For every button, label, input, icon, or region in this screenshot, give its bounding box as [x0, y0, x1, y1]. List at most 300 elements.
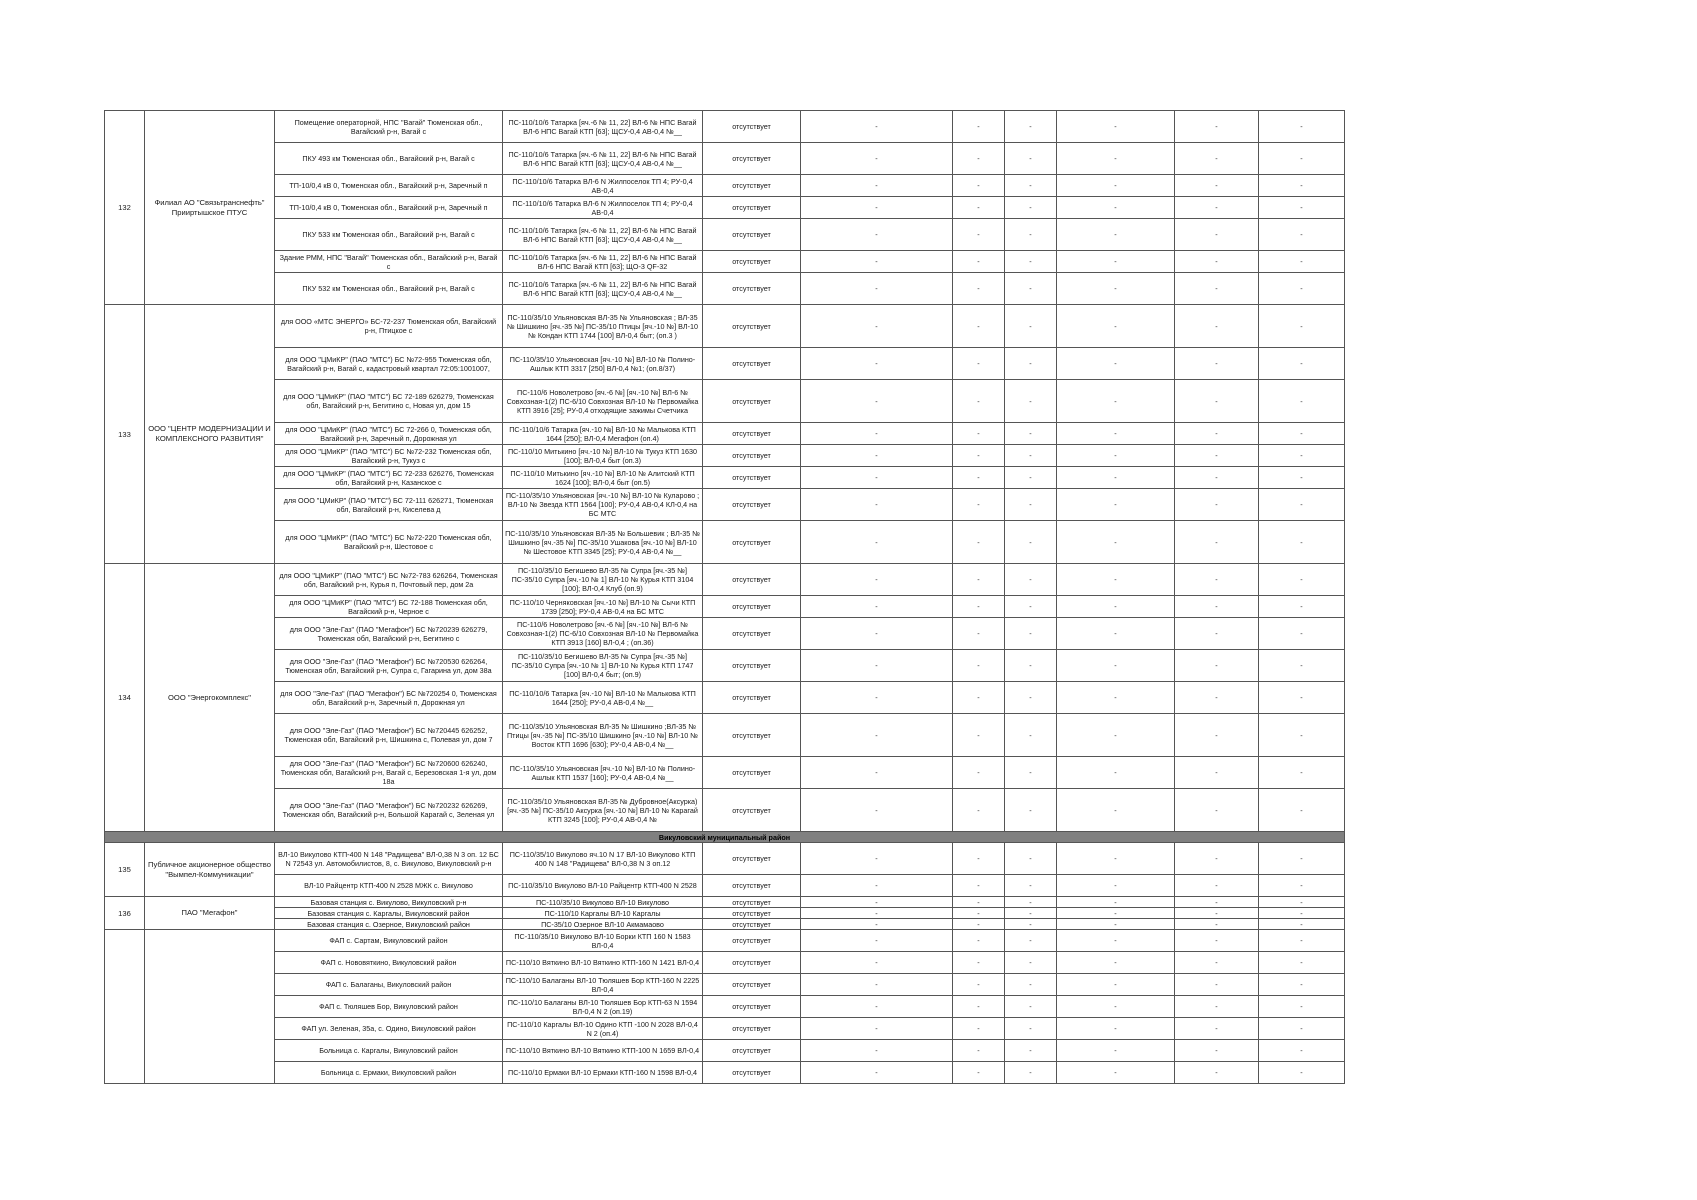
dash-cell: -	[953, 305, 1005, 348]
dash-cell: -	[1005, 521, 1057, 564]
dash-cell: -	[801, 952, 953, 974]
table-row	[105, 714, 1345, 757]
dash-cell: -	[1057, 843, 1175, 875]
object-cell: для ООО "ЦМиКР" (ПАО "МТС") БС 72-266 0, Тюменская обл, Вагайский р-н, Заречный п, Дорожная ул	[275, 423, 503, 445]
dash-cell: -	[1259, 875, 1345, 897]
connection-point-cell: ПС-110/35/10 Ульяновская ВЛ-35 № Большевик ; ВЛ-35 № Шишкино [яч.-35 №] ПС-35/10 Ушакова [яч.-10 №] ВЛ-10 № Шестовое КТП 3345 [25]; РУ-0,4 АВ-0,4 №__	[503, 521, 703, 564]
dash-cell: -	[1005, 682, 1057, 714]
dash-cell: -	[1259, 175, 1345, 197]
dash-cell: -	[1057, 875, 1175, 897]
dash-cell: -	[1005, 251, 1057, 273]
status-cell: отсутствует	[703, 467, 801, 489]
connection-point-cell: ПС-110/10 Каргалы ВЛ-10 Одино КТП -100 N 2028 ВЛ-0,4 N 2 (оп.4)	[503, 1018, 703, 1040]
dash-cell: -	[953, 930, 1005, 952]
connection-point-cell: ПС-110/10/6 Татарка [яч.-10 №] ВЛ-10 № Малькова КТП 1644 [250]; ВЛ-0,4 Мегафон (оп.4)	[503, 423, 703, 445]
table-row	[105, 952, 1345, 974]
connection-point-cell: ПС-110/10 Вяткино ВЛ-10 Вяткино КТП-160 N 1421 ВЛ-0,4	[503, 952, 703, 974]
dash-cell: -	[1175, 564, 1259, 596]
dash-cell: -	[1259, 251, 1345, 273]
dash-cell: -	[1259, 521, 1345, 564]
dash-cell: -	[1057, 467, 1175, 489]
object-cell: для ООО "Эле-Газ" (ПАО "Мегафон") БС №720232 626269, Тюменская обл, Вагайский р-н, Большой Карагай с, Зеленая ул	[275, 789, 503, 832]
organization-name: Филиал АО "Связьтранснефть" Прииртышское ПТУС	[145, 111, 275, 305]
dash-cell: -	[1259, 908, 1345, 919]
dash-cell: -	[953, 489, 1005, 521]
dash-cell: -	[953, 618, 1005, 650]
dash-cell: -	[953, 445, 1005, 467]
dash-cell: -	[1259, 1018, 1345, 1040]
dash-cell: -	[953, 952, 1005, 974]
dash-cell: -	[953, 219, 1005, 251]
dash-cell: -	[1005, 175, 1057, 197]
dash-cell: -	[1005, 875, 1057, 897]
dash-cell: -	[801, 489, 953, 521]
dash-cell: -	[953, 996, 1005, 1018]
group-number: 132	[105, 111, 145, 305]
dash-cell: -	[1175, 757, 1259, 789]
dash-cell: -	[953, 564, 1005, 596]
dash-cell: -	[1005, 467, 1057, 489]
object-cell: ФАП с. Сартам, Викуловский район	[275, 930, 503, 952]
table-row	[105, 564, 1345, 596]
dash-cell: -	[953, 596, 1005, 618]
connection-point-cell: ПС-110/10/6 Татарка [яч.-6 № 11, 22] ВЛ-6 № НПС Вагай ВЛ-6 НПС Вагай КТП [63]; ЩСУ-0,4 АВ-0,4 №__	[503, 273, 703, 305]
group-number: 134	[105, 564, 145, 832]
dash-cell: -	[1057, 143, 1175, 175]
dash-cell: -	[1005, 273, 1057, 305]
dash-cell: -	[1057, 682, 1175, 714]
dash-cell: -	[953, 875, 1005, 897]
object-cell: для ООО "Эле-Газ" (ПАО "Мегафон") БС №720530 626264, Тюменская обл, Вагайский р-н, Супра с, Гагарина ул, дом 38а	[275, 650, 503, 682]
organization-name: ООО "Энергокомплекс"	[145, 564, 275, 832]
dash-cell: -	[1005, 489, 1057, 521]
group-number: 133	[105, 305, 145, 564]
dash-cell: -	[1175, 219, 1259, 251]
dash-cell: -	[1175, 489, 1259, 521]
group-number: 135	[105, 843, 145, 897]
dash-cell: -	[953, 273, 1005, 305]
dash-cell: -	[801, 1018, 953, 1040]
dash-cell: -	[1175, 423, 1259, 445]
dash-cell: -	[953, 1018, 1005, 1040]
status-cell: отсутствует	[703, 197, 801, 219]
dash-cell: -	[1005, 445, 1057, 467]
dash-cell: -	[1175, 305, 1259, 348]
connection-point-cell: ПС-35/10 Озерное ВЛ-10 Акмамаово	[503, 919, 703, 930]
status-cell: отсутствует	[703, 380, 801, 423]
status-cell: отсутствует	[703, 219, 801, 251]
object-cell: для ООО "ЦМиКР" (ПАО "МТС") БС 72-233 626276, Тюменская обл, Вагайский р-н, Казанское с	[275, 467, 503, 489]
dash-cell: -	[1259, 305, 1345, 348]
dash-cell: -	[801, 380, 953, 423]
connection-point-cell: ПС-110/35/10 Бегишево ВЛ-35 № Супра [яч.-35 №] ПС-35/10 Супра [яч.-10 № 1] ВЛ-10 № Курья КТП 3104 [100]; ВЛ-0,4 Клуб (оп.9)	[503, 564, 703, 596]
dash-cell: -	[1175, 919, 1259, 930]
table-row	[105, 219, 1345, 251]
object-cell: ФАП с. Нововяткино, Викуловский район	[275, 952, 503, 974]
object-cell: ФАП с. Тюляшев Бор, Викуловский район	[275, 996, 503, 1018]
status-cell: отсутствует	[703, 175, 801, 197]
table-row	[105, 197, 1345, 219]
dash-cell: -	[953, 380, 1005, 423]
dash-cell: -	[1175, 197, 1259, 219]
dash-cell: -	[1057, 273, 1175, 305]
status-cell: отсутствует	[703, 650, 801, 682]
dash-cell: -	[1175, 714, 1259, 757]
dash-cell: -	[1057, 521, 1175, 564]
dash-cell: -	[1259, 650, 1345, 682]
connection-point-cell: ПС-110/35/10 Ульяновская [яч.-10 №] ВЛ-10 № Полино-Ашлык КТП 1537 [160]; РУ-0,4 АВ-0,4 №__	[503, 757, 703, 789]
dash-cell: -	[1005, 919, 1057, 930]
dash-cell: -	[1259, 757, 1345, 789]
dash-cell: -	[801, 974, 953, 996]
table-row	[105, 757, 1345, 789]
connection-point-cell: ПС-110/35/10 Викулово ВЛ-10 Борки КТП 160 N 1583 ВЛ-0,4	[503, 930, 703, 952]
dash-cell: -	[1057, 175, 1175, 197]
table-row	[105, 251, 1345, 273]
dash-cell: -	[1175, 380, 1259, 423]
dash-cell: -	[1175, 273, 1259, 305]
dash-cell: -	[1175, 682, 1259, 714]
connection-point-cell: ПС-110/35/10 Ульяновская ВЛ-35 № Ульяновская ; ВЛ-35 № Шишкино [яч.-35 №] ПС-35/10 Птицы [яч.-10 №] ВЛ-10 № Кондан КТП 1744 [100] ВЛ-0,4 быт; (оп.3 )	[503, 305, 703, 348]
status-cell: отсутствует	[703, 682, 801, 714]
dash-cell: -	[1005, 930, 1057, 952]
dash-cell: -	[801, 596, 953, 618]
object-cell: ФАП с. Балаганы, Викуловский район	[275, 974, 503, 996]
dash-cell: -	[953, 251, 1005, 273]
dash-cell: -	[1057, 930, 1175, 952]
dash-cell: -	[1005, 564, 1057, 596]
dash-cell: -	[801, 111, 953, 143]
status-cell: отсутствует	[703, 974, 801, 996]
dash-cell: -	[953, 843, 1005, 875]
dash-cell: -	[1175, 521, 1259, 564]
object-cell: Базовая станция с. Викулово, Викуловский р-н	[275, 897, 503, 908]
dash-cell: -	[801, 843, 953, 875]
table-row	[105, 348, 1345, 380]
dash-cell: -	[1259, 219, 1345, 251]
dash-cell: -	[953, 1062, 1005, 1084]
dash-cell: -	[1175, 650, 1259, 682]
table-row	[105, 1040, 1345, 1062]
dash-cell: -	[1005, 757, 1057, 789]
status-cell: отсутствует	[703, 305, 801, 348]
table-row	[105, 273, 1345, 305]
status-cell: отсутствует	[703, 564, 801, 596]
status-cell: отсутствует	[703, 897, 801, 908]
dash-cell: -	[1175, 1062, 1259, 1084]
dash-cell: -	[1259, 348, 1345, 380]
dash-cell: -	[1259, 682, 1345, 714]
dash-cell: -	[1005, 897, 1057, 908]
dash-cell: -	[1005, 1018, 1057, 1040]
table-row	[105, 996, 1345, 1018]
dash-cell: -	[1259, 1040, 1345, 1062]
status-cell: отсутствует	[703, 111, 801, 143]
dash-cell: -	[1259, 789, 1345, 832]
dash-cell: -	[1057, 952, 1175, 974]
object-cell: для ООО "Эле-Газ" (ПАО "Мегафон") БС №720600 626240, Тюменская обл, Вагайский р-н, Вагай с, Березовская 1-я ул, дом 18а	[275, 757, 503, 789]
object-cell: ПКУ 493 км Тюменская обл., Вагайский р-н, Вагай с	[275, 143, 503, 175]
table-row	[105, 919, 1345, 930]
object-cell: для ООО "ЦМиКР" (ПАО "МТС") БС №72-955 Тюменская обл, Вагайский р-н, Вагай с, кадастровый квартал 72:05:1001007,	[275, 348, 503, 380]
dash-cell: -	[953, 897, 1005, 908]
dash-cell: -	[1175, 348, 1259, 380]
dash-cell: -	[1005, 843, 1057, 875]
dash-cell: -	[953, 111, 1005, 143]
dash-cell: -	[1005, 789, 1057, 832]
status-cell: отсутствует	[703, 618, 801, 650]
connection-point-cell: ПС-110/10 Митькино [яч.-10 №] ВЛ-10 № Алитский КТП 1624 [100]; ВЛ-0,4 быт (оп.5)	[503, 467, 703, 489]
status-cell: отсутствует	[703, 348, 801, 380]
dash-cell: -	[1175, 789, 1259, 832]
group-number: 136	[105, 897, 145, 930]
object-cell: ТП-10/0,4 кВ 0, Тюменская обл., Вагайский р-н, Заречный п	[275, 197, 503, 219]
connection-point-cell: ПС-110/6 Новолетрово [яч.-6 №] [яч.-10 №] ВЛ-6 № Совхозная-1(2) ПС-6/10 Совхозная ВЛ-10 № Первомайка КТП 3916 [25]; РУ-0,4 отходящие зажимы Счетчика	[503, 380, 703, 423]
connection-point-cell: ПС-110/10/6 Татарка [яч.-6 № 11, 22] ВЛ-6 № НПС Вагай ВЛ-6 НПС Вагай КТП [63]; ЩСУ-0,4 АВ-0,4 №__	[503, 111, 703, 143]
table-row	[105, 305, 1345, 348]
table-row	[105, 380, 1345, 423]
dash-cell: -	[1057, 919, 1175, 930]
dash-cell: -	[1175, 467, 1259, 489]
status-cell: отсутствует	[703, 843, 801, 875]
table-row	[105, 897, 1345, 908]
dash-cell: -	[1259, 564, 1345, 596]
dash-cell: -	[1259, 596, 1345, 618]
connection-point-cell: ПС-110/10/6 Татарка [яч.-10 №] ВЛ-10 № Малькова КТП 1644 [250]; РУ-0,4 АВ-0,4 №__	[503, 682, 703, 714]
connection-point-cell: ПС-110/35/10 Ульяновская [яч.-10 №] ВЛ-10 № Полино-Ашлык КТП 3317 [250] ВЛ-0,4 №1; (оп.8/37)	[503, 348, 703, 380]
object-cell: Больница с. Каргалы, Викуловский район	[275, 1040, 503, 1062]
dash-cell: -	[1175, 843, 1259, 875]
dash-cell: -	[1005, 348, 1057, 380]
dash-cell: -	[801, 197, 953, 219]
dash-cell: -	[1175, 875, 1259, 897]
connection-point-cell: ПС-110/10 Балаганы ВЛ-10 Тюляшев Бор КТП-160 N 2225 ВЛ-0,4	[503, 974, 703, 996]
status-cell: отсутствует	[703, 875, 801, 897]
table-row	[105, 682, 1345, 714]
dash-cell: -	[801, 919, 953, 930]
object-cell: для ООО "Эле-Газ" (ПАО "Мегафон") БС №720445 626252, Тюменская обл, Вагайский р-н, Шишкина с, Полевая ул, дом 7	[275, 714, 503, 757]
dash-cell: -	[1175, 175, 1259, 197]
dash-cell: -	[801, 305, 953, 348]
dash-cell: -	[1175, 897, 1259, 908]
table-row	[105, 618, 1345, 650]
dash-cell: -	[1057, 423, 1175, 445]
connection-point-cell: ПС-110/10/6 Татарка [яч.-6 № 11, 22] ВЛ-6 № НПС Вагай ВЛ-6 НПС Вагай КТП [63]; ЩСУ-0,4 АВ-0,4 №__	[503, 143, 703, 175]
status-cell: отсутствует	[703, 952, 801, 974]
dash-cell: -	[801, 996, 953, 1018]
connection-point-cell: ПС-110/10 Митькино [яч.-10 №] ВЛ-10 № Тукуз КТП 1630 [100]; ВЛ-0,4 быт (оп.3)	[503, 445, 703, 467]
connection-point-cell: ПС-110/6 Новолетрово [яч.-6 №] [яч.-10 №] ВЛ-6 № Совхозная-1(2) ПС-6/10 Совхозная ВЛ-10 № Первомайка КТП 3913 [160] ВЛ-0,4 ; (оп.36)	[503, 618, 703, 650]
object-cell: ПКУ 532 км Тюменская обл., Вагайский р-н, Вагай с	[275, 273, 503, 305]
group-number	[105, 930, 145, 1084]
status-cell: отсутствует	[703, 757, 801, 789]
dash-cell: -	[953, 650, 1005, 682]
dash-cell: -	[801, 789, 953, 832]
status-cell: отсутствует	[703, 919, 801, 930]
dash-cell: -	[1259, 273, 1345, 305]
dash-cell: -	[801, 175, 953, 197]
dash-cell: -	[801, 521, 953, 564]
connection-point-cell: ПС-110/10/6 Татарка [яч.-6 № 11, 22] ВЛ-6 № НПС Вагай ВЛ-6 НПС Вагай КТП [63]; ЩСУ-0,4 АВ-0,4 №__	[503, 219, 703, 251]
table-body	[105, 111, 1345, 1084]
dash-cell: -	[801, 273, 953, 305]
object-cell: ФАП ул. Зеленая, 35а, с. Одино, Викуловский район	[275, 1018, 503, 1040]
dash-cell: -	[1005, 996, 1057, 1018]
status-cell: отсутствует	[703, 930, 801, 952]
dash-cell: -	[801, 930, 953, 952]
dash-cell: -	[1057, 1040, 1175, 1062]
dash-cell: -	[1259, 143, 1345, 175]
organization-name	[145, 930, 275, 1084]
dash-cell: -	[1005, 111, 1057, 143]
dash-cell: -	[1175, 251, 1259, 273]
dash-cell: -	[801, 1040, 953, 1062]
dash-cell: -	[1057, 650, 1175, 682]
dash-cell: -	[1005, 305, 1057, 348]
status-cell: отсутствует	[703, 996, 801, 1018]
status-cell: отсутствует	[703, 714, 801, 757]
dash-cell: -	[1259, 423, 1345, 445]
dash-cell: -	[1175, 618, 1259, 650]
dash-cell: -	[1259, 618, 1345, 650]
table-row	[105, 974, 1345, 996]
dash-cell: -	[953, 682, 1005, 714]
dash-cell: -	[1175, 111, 1259, 143]
dash-cell: -	[801, 1062, 953, 1084]
table-row	[105, 650, 1345, 682]
dash-cell: -	[1057, 596, 1175, 618]
status-cell: отсутствует	[703, 1062, 801, 1084]
organization-name: ООО "ЦЕНТР МОДЕРНИЗАЦИИ И КОМПЛЕКСНОГО РАЗВИТИЯ"	[145, 305, 275, 564]
dash-cell: -	[1057, 757, 1175, 789]
status-cell: отсутствует	[703, 423, 801, 445]
connection-point-cell: ПС-110/35/10 Ульяновская ВЛ-35 № Шишкино ;ВЛ-35 № Птицы [яч.-35 №] ПС-35/10 Шишкино [яч.-10 №] ВЛ-10 № Восток КТП 1696 [630]; РУ-0,4 АВ-0,4 №__	[503, 714, 703, 757]
dash-cell: -	[1005, 952, 1057, 974]
dash-cell: -	[953, 521, 1005, 564]
table-row	[105, 423, 1345, 445]
table-row	[105, 467, 1345, 489]
status-cell: отсутствует	[703, 489, 801, 521]
dash-cell: -	[1057, 1062, 1175, 1084]
table-row	[105, 521, 1345, 564]
dash-cell: -	[1259, 445, 1345, 467]
section-row	[105, 832, 1345, 843]
connection-point-cell: ПС-110/10/6 Татарка [яч.-6 № 11, 22] ВЛ-6 № НПС Вагай ВЛ-6 НПС Вагай КТП [63]; ЩО-3 QF-32	[503, 251, 703, 273]
dash-cell: -	[1005, 908, 1057, 919]
connection-point-cell: ПС-110/35/10 Ульяновская ВЛ-35 № Дубровное(Аксурка) [яч.-35 №] ПС-35/10 Аксурка [яч.-10 №] ВЛ-10 № Карагай КТП 3245 [100]; РУ-0,4 АВ-0,4 №	[503, 789, 703, 832]
dash-cell: -	[1005, 650, 1057, 682]
connection-point-cell: ПС-110/35/10 Викулово ВЛ-10 Райцентр КТП-400 N 2528	[503, 875, 703, 897]
connection-point-cell: ПС-110/10 Балаганы ВЛ-10 Тюляшев Бор КТП-63 N 1594 ВЛ-0,4 N 2 (оп.19)	[503, 996, 703, 1018]
dash-cell: -	[801, 897, 953, 908]
dash-cell: -	[1175, 908, 1259, 919]
dash-cell: -	[1259, 974, 1345, 996]
section-title: Викуловский муниципальный район	[105, 832, 1345, 843]
dash-cell: -	[1057, 908, 1175, 919]
dash-cell: -	[953, 348, 1005, 380]
dash-cell: -	[1057, 1018, 1175, 1040]
dash-cell: -	[1259, 197, 1345, 219]
dash-cell: -	[801, 467, 953, 489]
status-cell: отсутствует	[703, 273, 801, 305]
dash-cell: -	[801, 348, 953, 380]
dash-cell: -	[1175, 143, 1259, 175]
object-cell: для ООО "Эле-Газ" (ПАО "Мегафон") БС №720254 0, Тюменская обл, Вагайский р-н, Заречный п, Дорожная ул	[275, 682, 503, 714]
object-cell: Больница с. Ермаки, Викуловский район	[275, 1062, 503, 1084]
dash-cell: -	[1057, 714, 1175, 757]
dash-cell: -	[801, 650, 953, 682]
dash-cell: -	[1005, 596, 1057, 618]
dash-cell: -	[801, 908, 953, 919]
object-cell: для ООО "ЦМиКР" (ПАО "МТС") БС №72-232 Тюменская обл, Вагайский р-н, Тукуз с	[275, 445, 503, 467]
dash-cell: -	[801, 618, 953, 650]
dash-cell: -	[1057, 618, 1175, 650]
table-row	[105, 875, 1345, 897]
table-row	[105, 111, 1345, 143]
object-cell: для ООО "Эле-Газ" (ПАО "Мегафон") БС №720239 626279, Тюменская обл, Вагайский р-н, Бегитино с	[275, 618, 503, 650]
table-row	[105, 930, 1345, 952]
connection-point-cell: ПС-110/10 Ермаки ВЛ-10 Ермаки КТП-160 N 1598 ВЛ-0,4	[503, 1062, 703, 1084]
dash-cell: -	[1005, 380, 1057, 423]
object-cell: ПКУ 533 км Тюменская обл., Вагайский р-н, Вагай с	[275, 219, 503, 251]
dash-cell: -	[1005, 1062, 1057, 1084]
dash-cell: -	[1057, 305, 1175, 348]
object-cell: ТП-10/0,4 кВ 0, Тюменская обл., Вагайский р-н, Заречный п	[275, 175, 503, 197]
data-table	[104, 110, 1345, 1084]
connection-point-cell: ПС-110/10 Каргалы ВЛ-10 Каргалы	[503, 908, 703, 919]
dash-cell: -	[953, 919, 1005, 930]
table-row	[105, 489, 1345, 521]
dash-cell: -	[1057, 897, 1175, 908]
table-row	[105, 1062, 1345, 1084]
dash-cell: -	[1259, 897, 1345, 908]
table-row	[105, 843, 1345, 875]
dash-cell: -	[1005, 219, 1057, 251]
connection-point-cell: ПС-110/35/10 Бегишево ВЛ-35 № Супра [яч.-35 №] ПС-35/10 Супра [яч.-10 № 1] ВЛ-10 № Курья КТП 1747 [100] ВЛ-0,4 быт; (оп.9)	[503, 650, 703, 682]
dash-cell: -	[953, 175, 1005, 197]
dash-cell: -	[1175, 1040, 1259, 1062]
dash-cell: -	[1057, 974, 1175, 996]
dash-cell: -	[1057, 996, 1175, 1018]
object-cell: Здание РММ, НПС "Вагай" Тюменская обл., Вагайский р-н, Вагай с	[275, 251, 503, 273]
object-cell: для ООО "ЦМиКР" (ПАО "МТС") БС 72-189 626279, Тюменская обл, Вагайский р-н, Бегитино с, Новая ул, дом 15	[275, 380, 503, 423]
dash-cell: -	[1057, 564, 1175, 596]
dash-cell: -	[1005, 197, 1057, 219]
dash-cell: -	[1057, 251, 1175, 273]
dash-cell: -	[1005, 1040, 1057, 1062]
dash-cell: -	[953, 757, 1005, 789]
object-cell: для ООО "ЦМиКР" (ПАО "МТС") БС №72-783 626264, Тюменская обл, Вагайский р-н, Курья п, Почтовый пер, дом 2а	[275, 564, 503, 596]
dash-cell: -	[953, 908, 1005, 919]
organization-name: Публичное акционерное общество "Вымпел-Коммуникации"	[145, 843, 275, 897]
status-cell: отсутствует	[703, 596, 801, 618]
status-cell: отсутствует	[703, 521, 801, 564]
dash-cell: -	[953, 467, 1005, 489]
dash-cell: -	[1057, 789, 1175, 832]
object-cell: Базовая станция с. Озерное, Викуловский район	[275, 919, 503, 930]
dash-cell: -	[1259, 919, 1345, 930]
dash-cell: -	[953, 423, 1005, 445]
connection-point-cell: ПС-110/35/10 Викулово яч.10 N 17 ВЛ-10 Викулово КТП 400 N 148 "Радищева" ВЛ-0,38 N 3 оп.12	[503, 843, 703, 875]
dash-cell: -	[1259, 714, 1345, 757]
dash-cell: -	[1057, 380, 1175, 423]
status-cell: отсутствует	[703, 789, 801, 832]
dash-cell: -	[1175, 596, 1259, 618]
object-cell: для ООО "ЦМиКР" (ПАО "МТС") БС 72-111 626271, Тюменская обл, Вагайский р-н, Киселева д	[275, 489, 503, 521]
dash-cell: -	[1005, 143, 1057, 175]
dash-cell: -	[953, 714, 1005, 757]
dash-cell: -	[1057, 445, 1175, 467]
